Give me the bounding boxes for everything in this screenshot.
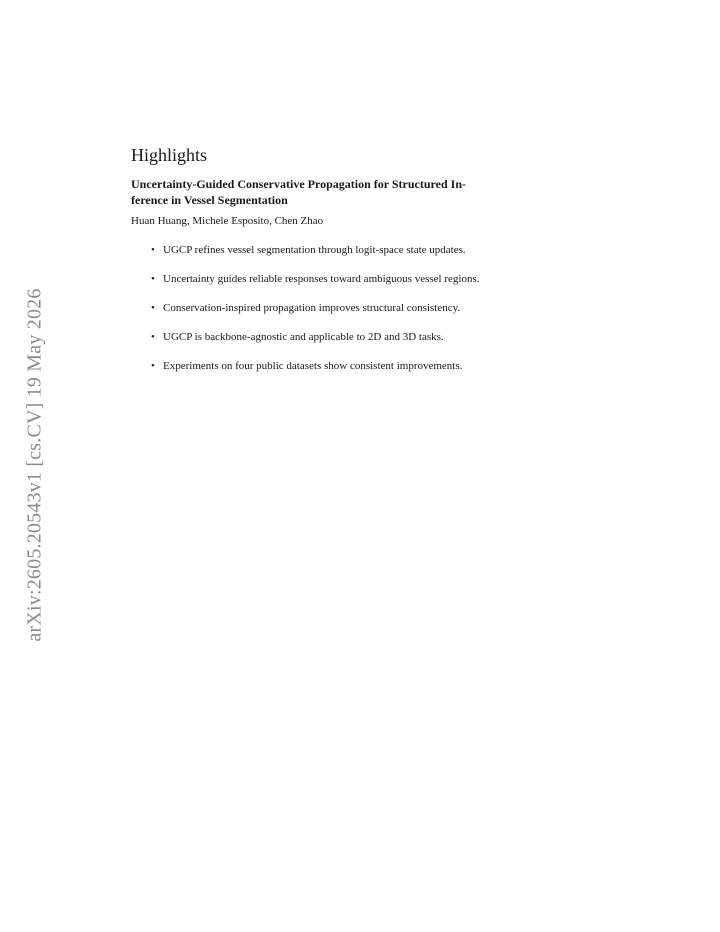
highlight-item xyxy=(151,243,591,257)
highlight-item xyxy=(151,359,591,373)
highlight-list xyxy=(131,243,591,373)
highlights-content xyxy=(131,143,591,388)
paper-title xyxy=(131,176,591,208)
highlight-text: Uncertainty guides reliable responses toward ambiguous vessel regions. xyxy=(163,273,480,285)
paper-title-line-2: ference in Vessel Segmentation xyxy=(131,193,288,207)
bullet-icon: • xyxy=(151,244,155,256)
bullet-icon: • xyxy=(151,331,155,343)
highlight-item xyxy=(151,330,591,344)
highlight-text: Conservation-inspired propagation improves structural consistency. xyxy=(163,302,461,314)
highlight-text: UGCP refines vessel segmentation through logit-space state updates. xyxy=(163,244,466,256)
highlight-text: UGCP is backbone-agnostic and applicable to 2D and 3D tasks. xyxy=(163,331,444,343)
bullet-icon: • xyxy=(151,360,155,372)
paper-title-line-1: Uncertainty-Guided Conservative Propagation for Structured In- xyxy=(131,177,466,191)
highlights-heading: Highlights xyxy=(131,145,208,165)
arxiv-stamp: arXiv:2605.20543v1 [cs.CV] 19 May 2026 xyxy=(23,288,46,642)
highlight-item xyxy=(151,301,591,315)
highlight-text: Experiments on four public datasets show consistent improvements. xyxy=(163,360,463,372)
author-list: Huan Huang, Michele Esposito, Chen Zhao xyxy=(131,215,324,227)
bullet-icon: • xyxy=(151,302,155,314)
bullet-icon: • xyxy=(151,273,155,285)
highlight-item xyxy=(151,272,591,286)
